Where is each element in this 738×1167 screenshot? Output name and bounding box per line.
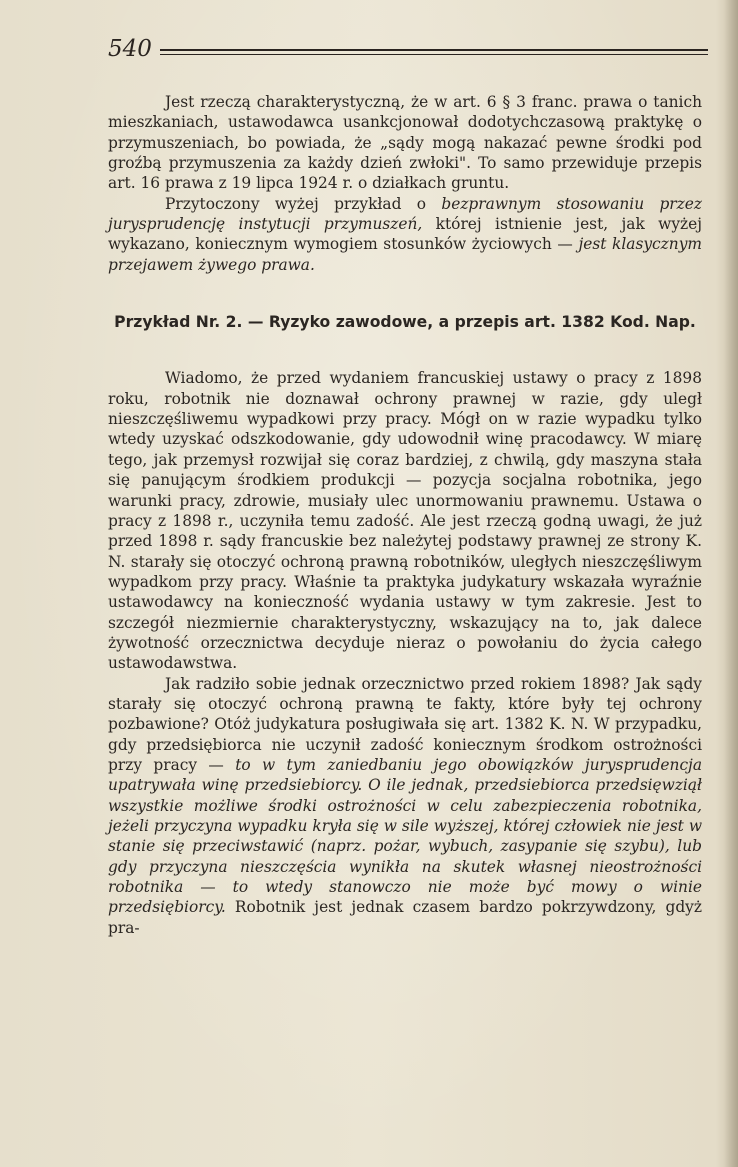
paragraph — [108, 368, 702, 673]
paragraph-text: Robotnik jest jednak czasem bardzo pokrzywdzony, gdyż pra- — [108, 898, 702, 937]
italic-text: jest klasycznym przejawem żywego prawa. — [108, 235, 702, 274]
italic-text: to w tym zaniedbaniu jego obowiązków jurysprudencja upatrywała winę przedsiebiorcy. O ile jednak, przedsiebiorca przedsięwziął wszystkie możliwe środki ostrożności w celu zabezpieczenia robotnika, jeżeli przyczyna wypadku kryła się w sile wyższej, której człowiek nie jest w stanie się przeciwstawić (naprz. pożar, wybuch, zasypanie się szybu), lub gdy przyczyna nieszczęścia wynikła na skutek własnej nieostrożności robotnika — to wtedy stanowczo nie może być mowy o winie przedsiębiorcy. — [108, 755, 703, 917]
paragraph — [108, 674, 702, 938]
section-heading: Przykład Nr. 2. — Ryzyko zawodowe, a przepis art. 1382 Kod. Nap. — [114, 313, 696, 332]
page-edge-shadow — [724, 0, 738, 1167]
page-header — [108, 36, 708, 66]
paragraph-text: Wiadomo, że przed wydaniem francuskiej ustawy o pracy z 1898 roku, robotnik nie doznawał ochrony prawnej w razie, gdy uległ nieszczęśliwemu wypadkowi przy pracy. Mógł on w razie wypadku tylko wtedy uzyskać odszkodowanie, gdy udowodnił winę pracodawcy. W miarę tego, jak przemysł rozwijał się coraz bardziej, z chwilą, gdy maszyna stała się panującym środkiem produkcji — pozycja socjalna robotnika, jego warunki pracy, zdrowie, musiały ulec unormowaniu prawnemu. Ustawa o pracy z 1898 r., uczyniła temu zadość. Ale jest rzeczą godną uwagi, że już przed 1898 r. sądy francuskie bez należytej podstawy prawnej ze strony K. N. starały się otoczyć ochroną prawną robotników, uległych nieszczęśliwym wypadkom przy pracy. Właśnie ta praktyka judykatury wskazała wyraźnie ustawodawcy na konieczność wydania ustawy w tym zakresie. Jest to szczegół niezmiernie charakterystyczny, wskazujący na to, jak dalece żywotność orzecznictwa decyduje nieraz o powołaniu do życia całego ustawodawstwa. — [108, 369, 702, 673]
header-rule-thin — [160, 54, 708, 55]
paragraph — [108, 194, 702, 275]
page-number: 540 — [108, 36, 152, 62]
header-rule — [160, 49, 708, 51]
body-text — [108, 92, 702, 938]
paragraph-text: Jak radziło sobie jednak orzecznictwo przed rokiem 1898? Jak sądy starały się otoczyć ochroną prawną te fakty, które były tej ochrony pozbawione? Otóż judykatura posługiwała się art. 1382 K. N. W przypadku, gdy przedsiębiorca nie uczynił zadość koniecznym środkom ostrożności przy pracy — — [108, 674, 702, 774]
italic-text: bezprawnym stosowaniu przez jurysprudencję instytucji przymuszeń, — [108, 194, 702, 234]
paragraph-text: której istnienie jest, jak wyżej wykazano, koniecznym wymogiem stosunków życiowych — — [108, 215, 702, 254]
paragraph-text: Jest rzeczą charakterystyczną, że w art. 6 § 3 franc. prawa o tanich mieszkaniach, ustawodawca usankcjonował dodotychczasową praktykę o przymuszeniach, bo powiada, że „sądy mogą nakazać pewne środki pod groźbą przymuszenia za każdy dzień zwłoki". To samo przewiduje przepis art. 16 prawa z 19 lipca 1924 r. o działkach gruntu. — [108, 93, 702, 193]
paragraph — [108, 92, 702, 194]
paragraph-text: Przytoczony wyżej przykład o — [165, 194, 442, 213]
